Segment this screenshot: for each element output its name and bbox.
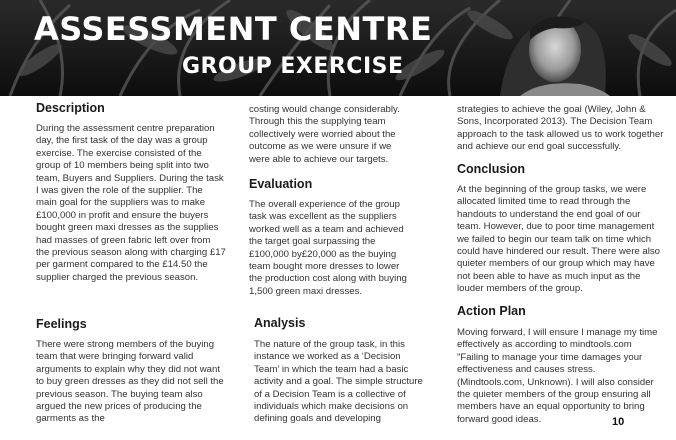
action-plan-body: Moving forward, I will ensure I manage my time effectively as according to mindtools.com "Failing to manage your time damages your effectiveness and causes stress. (Mindtools.com, Unknown). I will also consider the quieter members of the group ensuring all members have an equal opportunity to bring forward good ideas. [457, 327, 658, 425]
page-subtitle: GROUP EXERCISE [182, 54, 404, 79]
header-banner [0, 0, 676, 96]
analysis-body: The nature of the group task, in this instance we worked as a ‘Decision Team’ in which the team had a basic activity and a goal. The simple structure of a Decision Team is a collective of individuals which make decisions on defining goals and developing [254, 339, 423, 425]
evaluation-continued-text: costing would change considerably. Through this the supplying team collectively were worried about the outcome as we were unsure if we were able to achieve our targets. [249, 104, 400, 165]
evaluation-body: The overall experience of the group task was excellent as the suppliers worked well as a team and achieved the target goal surpassing the £100,000 by£20,000 as the buying team bought more dresses to lower the production cost along with buying 1,500 green maxi dresses. [249, 199, 407, 297]
analysis-heading: Analysis [254, 316, 306, 330]
evaluation-heading: Evaluation [249, 177, 313, 191]
page-title: ASSESSMENT CENTRE [34, 10, 433, 48]
conclusion-body: At the beginning of the group tasks, we were allocated limited time to read through the handouts to understand the end goal of our team. However, due to poor time management we failed to begin our team talk on time which could have hindered our result. There were also quieter members of our group which may have not been able to have as much input as the louder members of the group. [457, 184, 661, 295]
page-number: 10 [612, 416, 625, 428]
feelings-body: There were strong members of the buying team that were bringing forward valid arguments to explain why they did not want to buy green dresses as they did not sell the previous season. The buying team also argued the new prices of producing the garments as the [36, 339, 224, 425]
conclusion-continued-text: strategies to achieve the goal (Wiley, John & Sons, Incorporated 2013). The Decision Team approach to the task allowed us to work together and achieve our end goal successfully. [457, 104, 664, 153]
action-plan-heading: Action Plan [457, 304, 526, 318]
conclusion-heading: Conclusion [457, 162, 526, 176]
description-heading: Description [36, 101, 105, 115]
description-body: During the assessment centre preparation day, the first task of the day was a group exercise. The exercise consisted of the group of 10 members being split into two team, Buyers and Suppliers. During the task I was given the role of the supplier. The main goal for the suppliers was to make £100,000 in profit and ensure the buyers bought green maxi dresses as the supplies had masses of green fabric left over from the previous season along with charging £17 per garment compared to the £14.50 the supplier charged the previous season. [36, 123, 226, 283]
feelings-heading: Feelings [36, 317, 87, 331]
